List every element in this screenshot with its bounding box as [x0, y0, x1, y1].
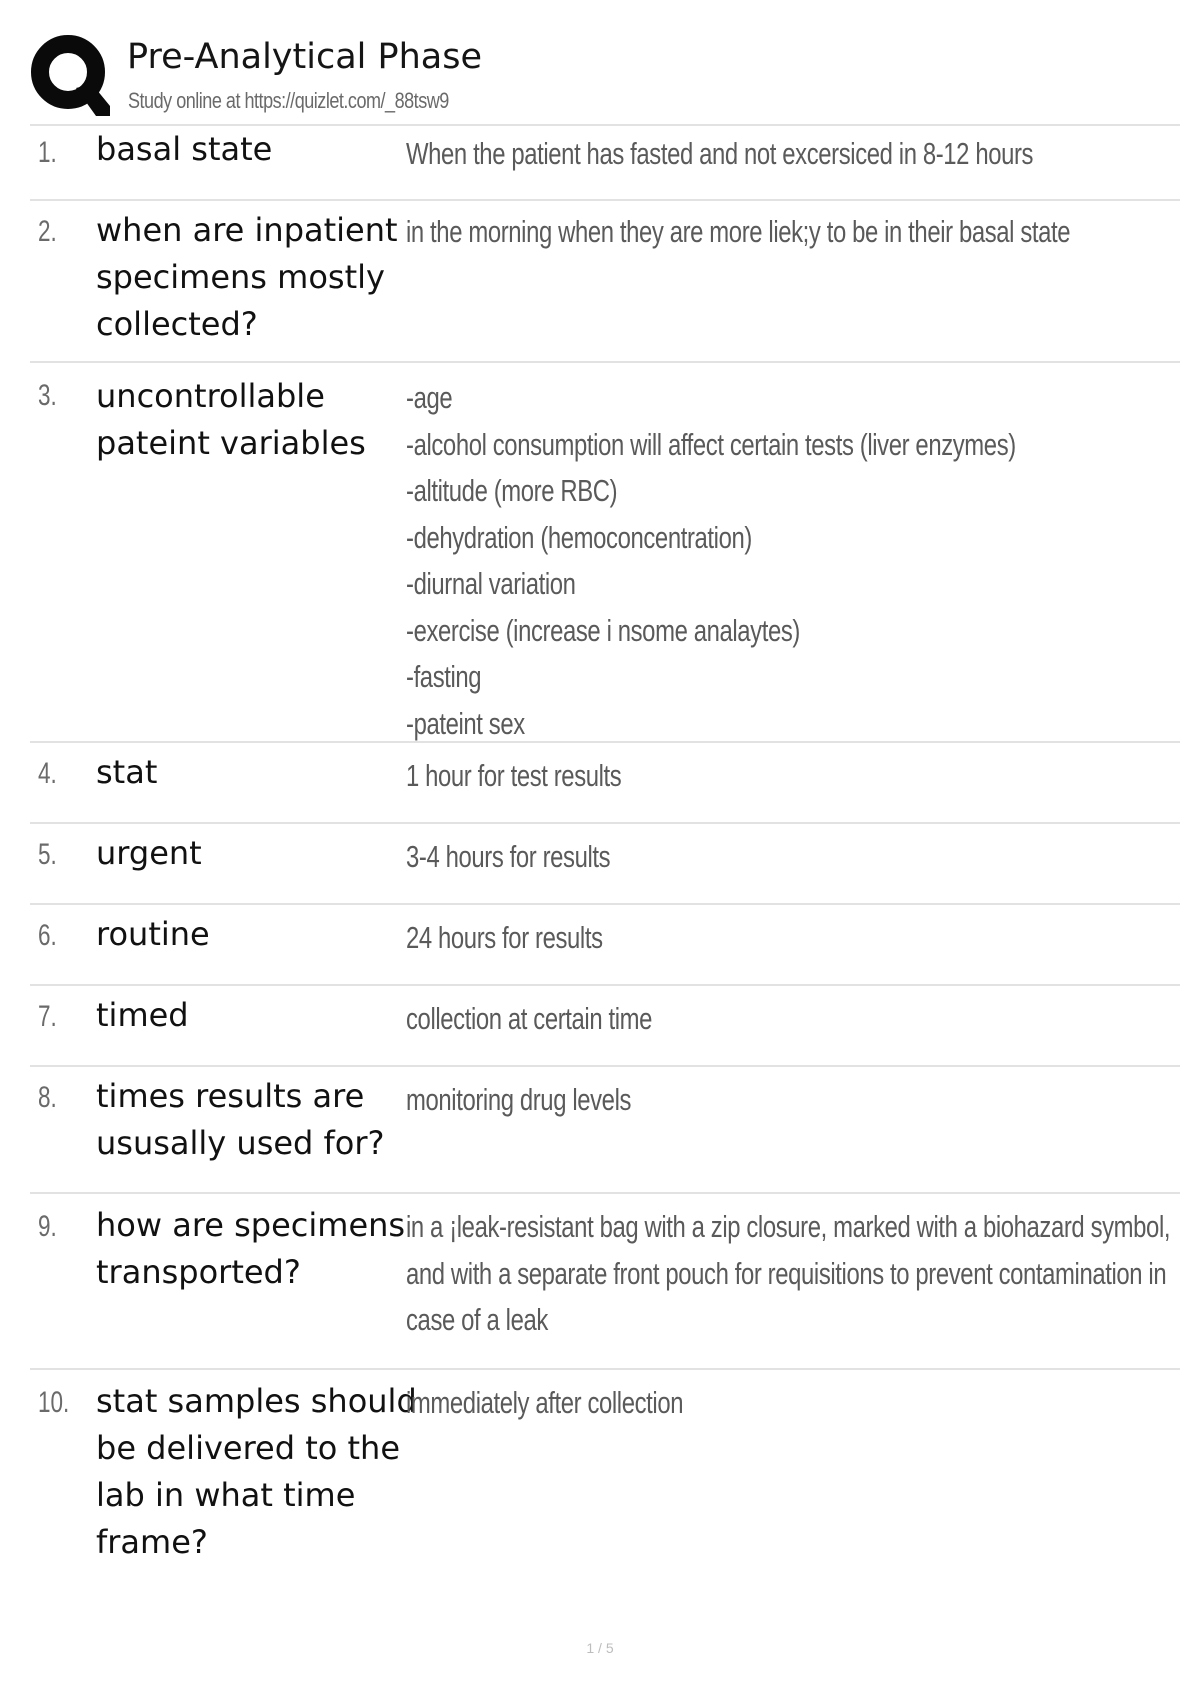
card-number: 1. — [38, 136, 57, 169]
flashcard — [30, 1194, 1180, 1370]
card-number: 5. — [38, 838, 57, 871]
card-term: urgent — [96, 834, 202, 872]
card-number: 6. — [38, 919, 57, 952]
card-term: when are inpatient specimens mostly collected? — [96, 211, 398, 343]
definition-line: monitoring drug levels — [406, 1082, 632, 1117]
card-definition — [406, 375, 1099, 747]
definition-line: -pateint sex — [406, 705, 525, 741]
card-number: 8. — [38, 1081, 57, 1114]
definition-line: When the patient has fasted and not excersiced in 8-12 hours — [406, 136, 1034, 171]
flashcard — [30, 1370, 1180, 1592]
definition-line: in a ¡leak-resistant bag with a zip closure, marked with a biohazard symbol, — [406, 1209, 1171, 1244]
definition-line: -age — [406, 380, 453, 415]
flashcard — [30, 1067, 1180, 1194]
flashcard — [30, 363, 1180, 743]
card-term: basal state — [96, 130, 273, 168]
card-number: 9. — [38, 1210, 57, 1243]
card-term: routine — [96, 915, 210, 953]
card-term: stat — [96, 753, 158, 791]
card-term: how are specimens transported? — [96, 1206, 406, 1291]
card-definition — [406, 753, 1099, 800]
definition-line: immediately after collection — [406, 1385, 684, 1420]
definition-line: in the morning when they are more liek;y to be in their basal state — [406, 214, 1071, 249]
card-number: 4. — [38, 757, 57, 790]
card-term: stat samples should be delivered to the lab in what time frame? — [96, 1382, 417, 1561]
quizlet-logo-icon — [30, 34, 110, 120]
flashcard — [30, 986, 1180, 1067]
card-definition — [406, 1204, 1171, 1344]
definition-line: -diurnal variation — [406, 566, 576, 601]
definition-line: -dehydration (hemoconcentration) — [406, 519, 752, 555]
definition-line: -exercise (increase i nsome analaytes) — [406, 612, 800, 648]
card-definition — [406, 209, 1099, 256]
definition-line: 1 hour for test results — [406, 758, 622, 793]
page-number: 1 / 5 — [586, 1640, 614, 1656]
page-title: Pre-Analytical Phase — [127, 37, 483, 77]
card-term: timed — [96, 996, 189, 1034]
flashcard — [30, 126, 1180, 201]
card-term: uncontrollable pateint variables — [96, 377, 366, 462]
card-definition — [406, 1077, 1099, 1124]
flashcard — [30, 824, 1180, 905]
definition-line: -altitude (more RBC) — [406, 473, 618, 508]
definition-line: and with a separate front pouch for requisitions to prevent contamination in — [406, 1255, 1167, 1291]
card-number: 7. — [38, 1000, 57, 1033]
card-term: times results are ususally used for? — [96, 1077, 385, 1162]
card-number: 3. — [38, 379, 57, 412]
card-definition — [406, 915, 1099, 962]
study-online-link[interactable]: Study online at https://quizlet.com/_88tsw9 — [128, 88, 449, 113]
card-number: 2. — [38, 215, 57, 248]
card-definition — [406, 834, 1099, 881]
definition-line: -alcohol consumption will affect certain tests (liver enzymes) — [406, 426, 1016, 462]
card-definition — [406, 131, 1099, 178]
flashcard — [30, 201, 1180, 363]
header — [30, 34, 1180, 126]
definition-line: -fasting — [406, 659, 482, 694]
definition-line: case of a leak — [406, 1302, 548, 1337]
flashcard-list — [30, 124, 1180, 1592]
definition-line: 3-4 hours for results — [406, 839, 611, 874]
card-number: 10. — [38, 1386, 70, 1419]
definition-line: 24 hours for results — [406, 920, 603, 955]
card-definition — [406, 996, 1099, 1043]
flashcard — [30, 743, 1180, 824]
definition-line: collection at certain time — [406, 1001, 653, 1036]
card-definition — [406, 1380, 1099, 1427]
flashcard — [30, 905, 1180, 986]
